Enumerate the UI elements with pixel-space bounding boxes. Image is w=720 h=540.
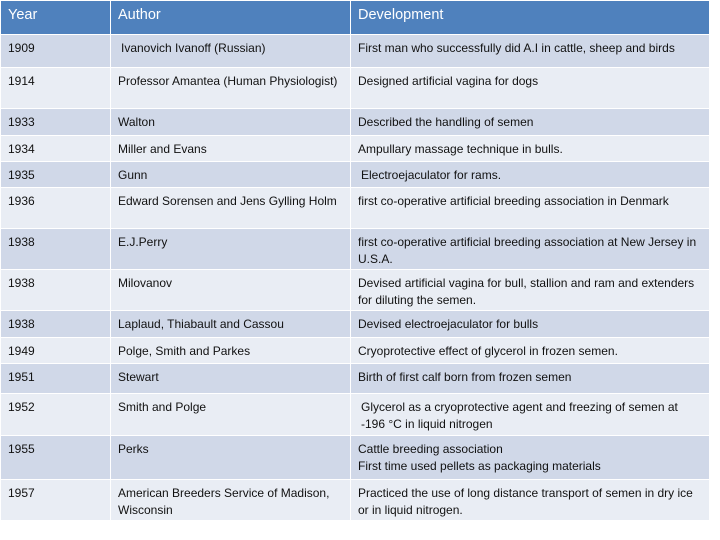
cell-author: Miller and Evans: [111, 136, 351, 162]
cell-author: Professor Amantea (Human Physiologist): [111, 68, 351, 109]
cell-author: Stewart: [111, 364, 351, 394]
cell-author: Edward Sorensen and Jens Gylling Holm: [111, 188, 351, 229]
cell-author: Walton: [111, 109, 351, 136]
cell-year: 1938: [1, 311, 111, 338]
cell-year: 1938: [1, 229, 111, 270]
cell-year: 1955: [1, 436, 111, 480]
cell-development: Designed artificial vagina for dogs: [351, 68, 710, 109]
cell-development: Ampullary massage technique in bulls.: [351, 136, 710, 162]
table-row: [1, 364, 710, 394]
table-row: [1, 136, 710, 162]
header-year: Year: [1, 1, 111, 35]
cell-development: Cryoprotective effect of glycerol in frozen semen.: [351, 338, 710, 364]
cell-year: 1952: [1, 394, 111, 436]
cell-development: Birth of first calf born from frozen semen: [351, 364, 710, 394]
cell-author: American Breeders Service of Madison, Wisconsin: [111, 480, 351, 521]
table-row: [1, 162, 710, 188]
cell-development: Cattle breeding association First time used pellets as packaging materials: [351, 436, 710, 480]
cell-year: 1951: [1, 364, 111, 394]
cell-author: Ivanovich Ivanoff (Russian): [111, 35, 351, 68]
table-row: [1, 436, 710, 480]
cell-development: first co-operative artificial breeding association at New Jersey in U.S.A.: [351, 229, 710, 270]
cell-development: Practiced the use of long distance transport of semen in dry ice or in liquid nitrogen.: [351, 480, 710, 521]
cell-year: 1933: [1, 109, 111, 136]
table-row: [1, 188, 710, 229]
cell-author: Polge, Smith and Parkes: [111, 338, 351, 364]
cell-year: 1909: [1, 35, 111, 68]
cell-development: Described the handling of semen: [351, 109, 710, 136]
cell-author: Laplaud, Thiabault and Cassou: [111, 311, 351, 338]
cell-year: 1949: [1, 338, 111, 364]
cell-year: 1936: [1, 188, 111, 229]
header-author: Author: [111, 1, 351, 35]
cell-development: Devised artificial vagina for bull, stallion and ram and extenders for diluting the semen.: [351, 270, 710, 311]
table-row: [1, 394, 710, 436]
table-row: [1, 480, 710, 521]
cell-author: Gunn: [111, 162, 351, 188]
cell-development: first co-operative artificial breeding association in Denmark: [351, 188, 710, 229]
cell-year: 1934: [1, 136, 111, 162]
table-row: [1, 35, 710, 68]
header-development: Development: [351, 1, 710, 35]
cell-author: Perks: [111, 436, 351, 480]
cell-development: First man who successfully did A.I in cattle, sheep and birds: [351, 35, 710, 68]
cell-author: E.J.Perry: [111, 229, 351, 270]
cell-author: Milovanov: [111, 270, 351, 311]
header-row: [1, 1, 710, 35]
table-row: [1, 270, 710, 311]
cell-year: 1935: [1, 162, 111, 188]
cell-year: 1957: [1, 480, 111, 521]
cell-year: 1914: [1, 68, 111, 109]
table-row: [1, 311, 710, 338]
cell-development: Electroejaculator for rams.: [351, 162, 710, 188]
table-row: [1, 109, 710, 136]
cell-year: 1938: [1, 270, 111, 311]
cell-development: Devised electroejaculator for bulls: [351, 311, 710, 338]
cell-development: Glycerol as a cryoprotective agent and freezing of semen at -196 °C in liquid nitrogen: [351, 394, 710, 436]
table-row: [1, 68, 710, 109]
table-row: [1, 229, 710, 270]
cell-author: Smith and Polge: [111, 394, 351, 436]
table-row: [1, 338, 710, 364]
